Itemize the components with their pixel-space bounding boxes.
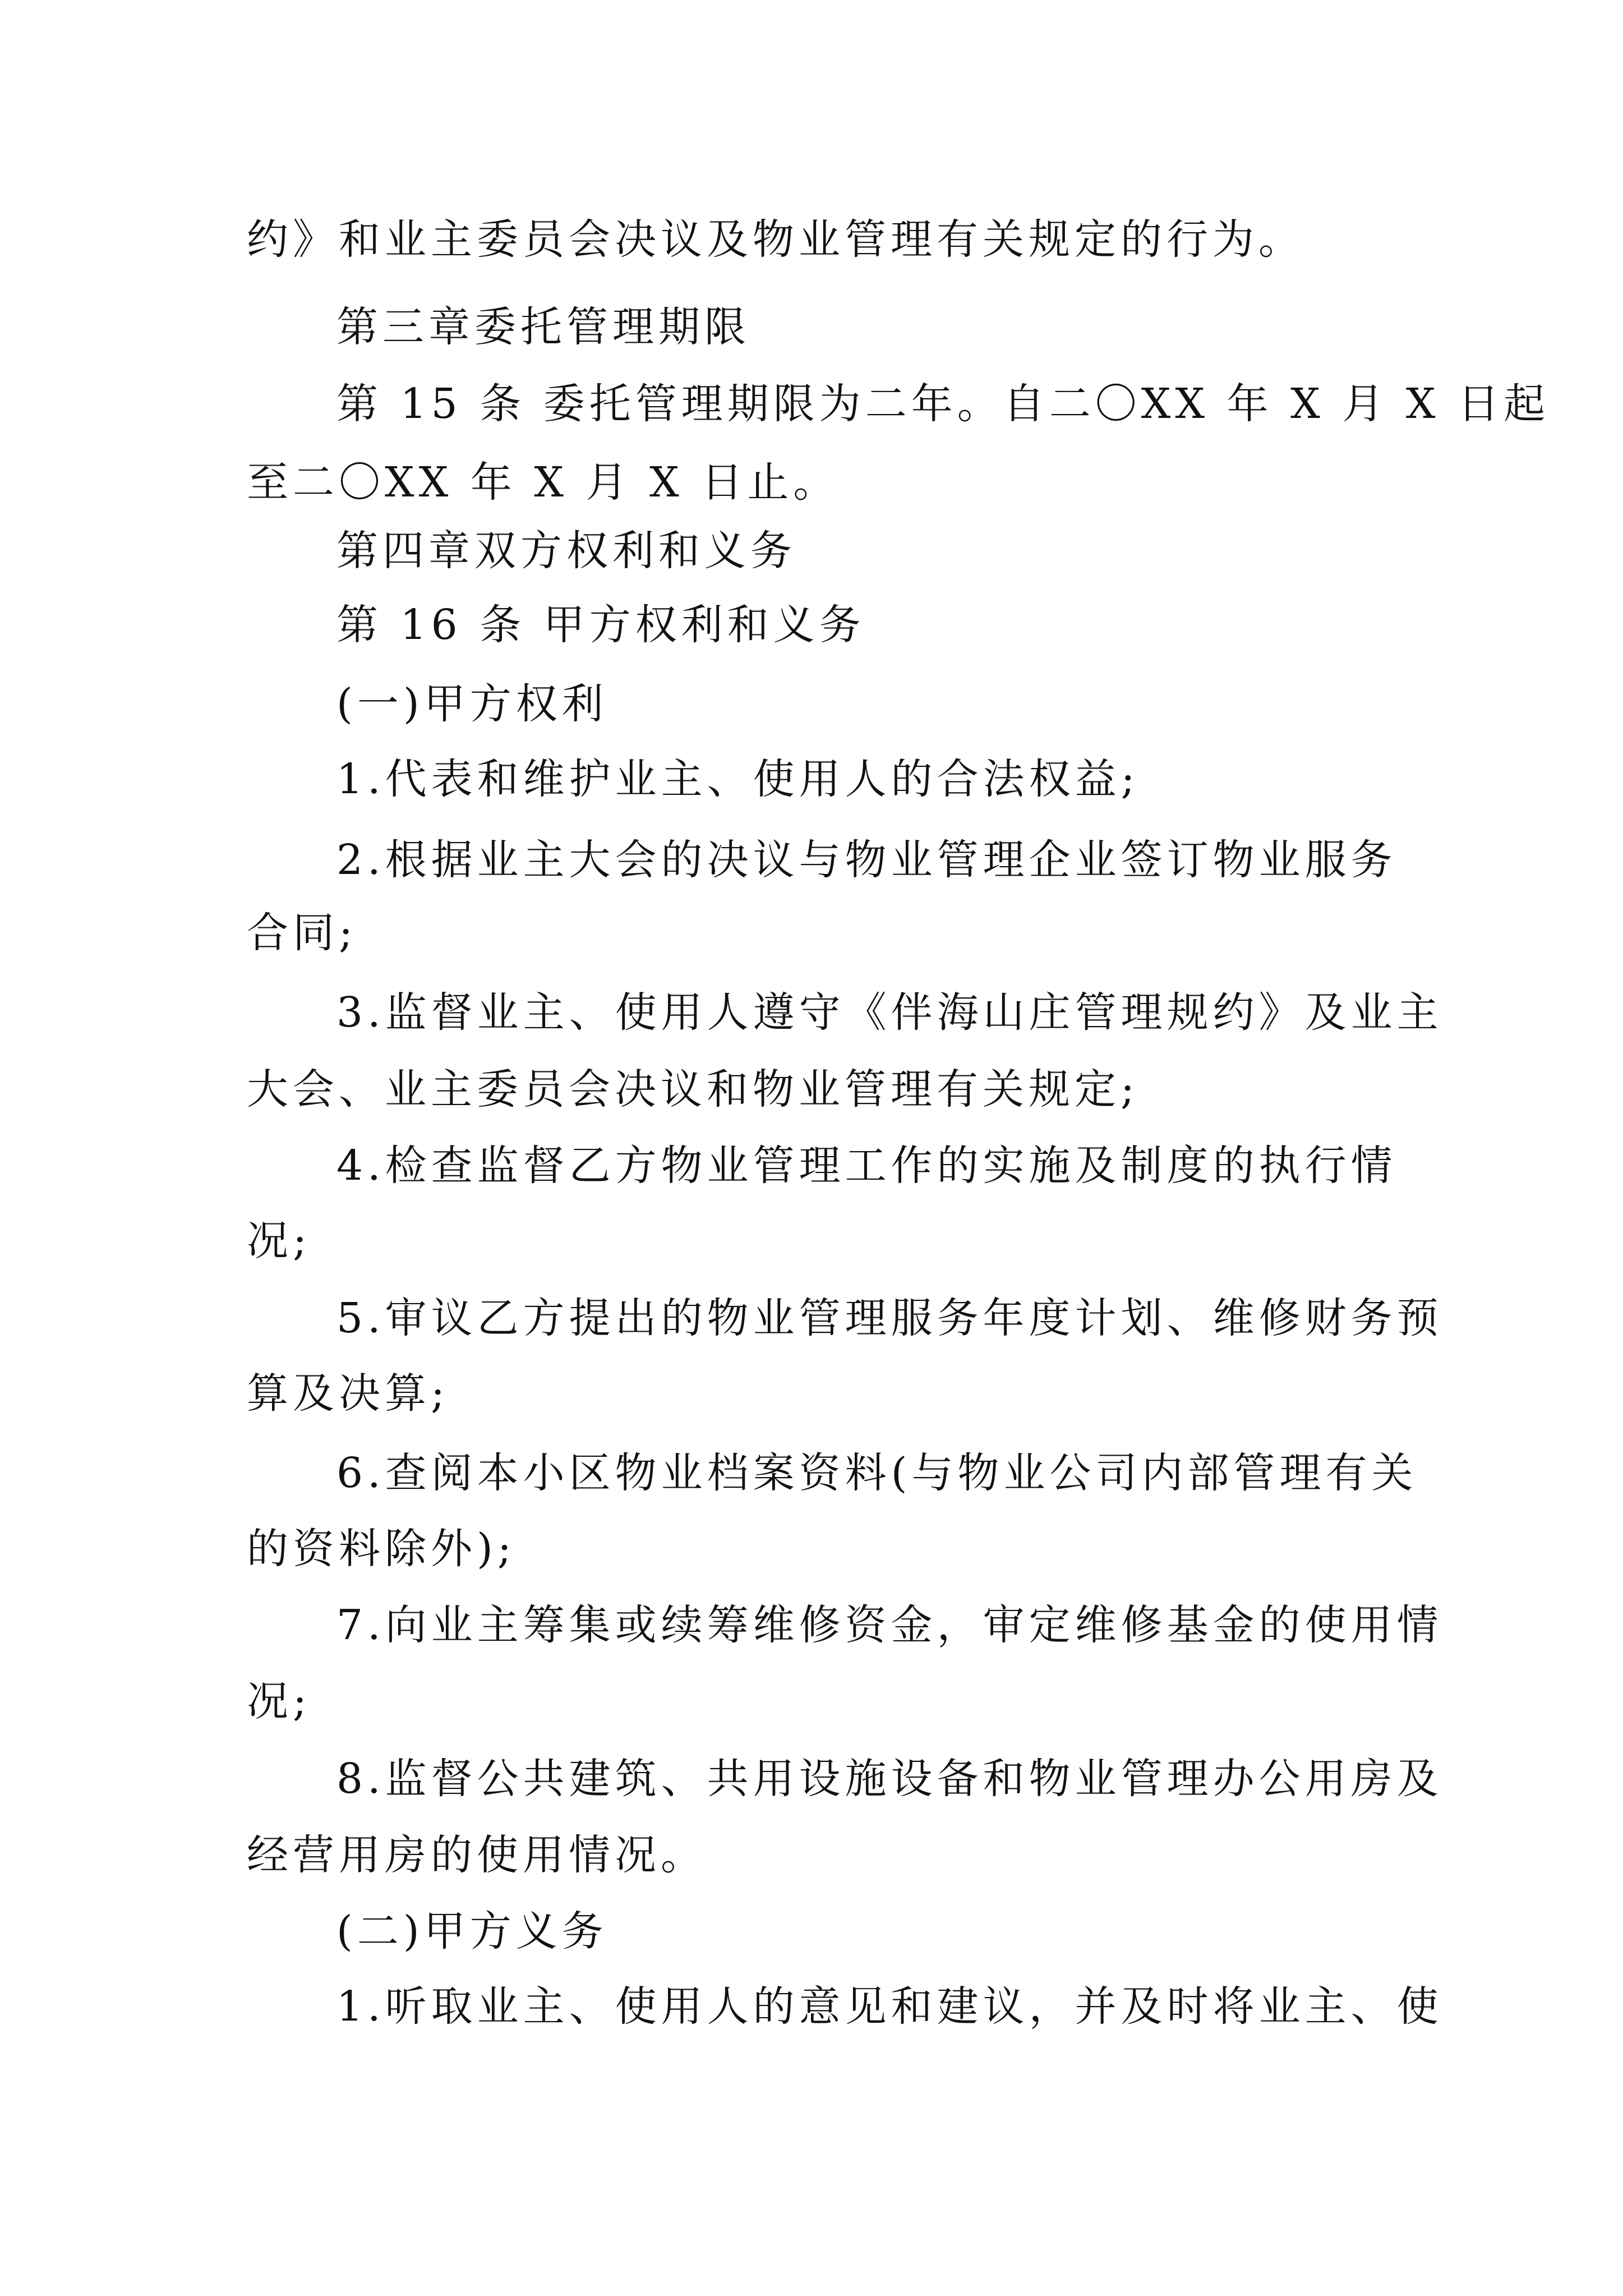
text-line: 合同; (247, 909, 357, 957)
text-line: 约》和业主委员会决议及物业管理有关规定的行为。 (247, 215, 1304, 264)
article-line: 第 15 条 委托管理期限为二年。自二〇XX 年 X 月 X 日起 (336, 380, 1550, 428)
list-item: 8.监督公共建筑、共用设施设备和物业管理办公用房及 (336, 1755, 1443, 1803)
text-line: 况; (247, 1677, 311, 1726)
article-heading: 第 16 条 甲方权利和义务 (336, 601, 865, 649)
list-item: 6.查阅本小区物业档案资料(与物业公司内部管理有关 (336, 1449, 1418, 1497)
text-line: 算及决算; (247, 1369, 449, 1418)
list-item: 1.听取业主、使用人的意见和建议，并及时将业主、使 (336, 1982, 1443, 2031)
text-line: 至二〇XX 年 X 月 X 日止。 (247, 458, 840, 507)
chapter-heading: 第四章双方权利和义务 (336, 527, 796, 575)
list-item: 7.向业主筹集或续筹维修资金，审定维修基金的使用情 (336, 1601, 1443, 1649)
text-line: 经营用房的使用情况。 (247, 1831, 707, 1879)
text-line: 况; (247, 1217, 311, 1265)
list-item: 1.代表和维护业主、使用人的合法权益; (336, 755, 1140, 803)
chapter-heading: 第三章委托管理期限 (336, 303, 750, 351)
list-item: 3.监督业主、使用人遵守《伴海山庄管理规约》及业主 (336, 988, 1443, 1037)
section-heading: (二)甲方义务 (336, 1907, 608, 1955)
text-line: 大会、业主委员会决议和物业管理有关规定; (247, 1065, 1139, 1114)
text-line: 的资料除外); (247, 1525, 516, 1573)
section-heading: (一)甲方权利 (336, 680, 608, 728)
list-item: 2.根据业主大会的决议与物业管理企业签订物业服务 (336, 836, 1397, 884)
list-item: 5.审议乙方提出的物业管理服务年度计划、维修财务预 (336, 1294, 1443, 1342)
list-item: 4.检查监督乙方物业管理工作的实施及制度的执行情 (336, 1142, 1397, 1190)
